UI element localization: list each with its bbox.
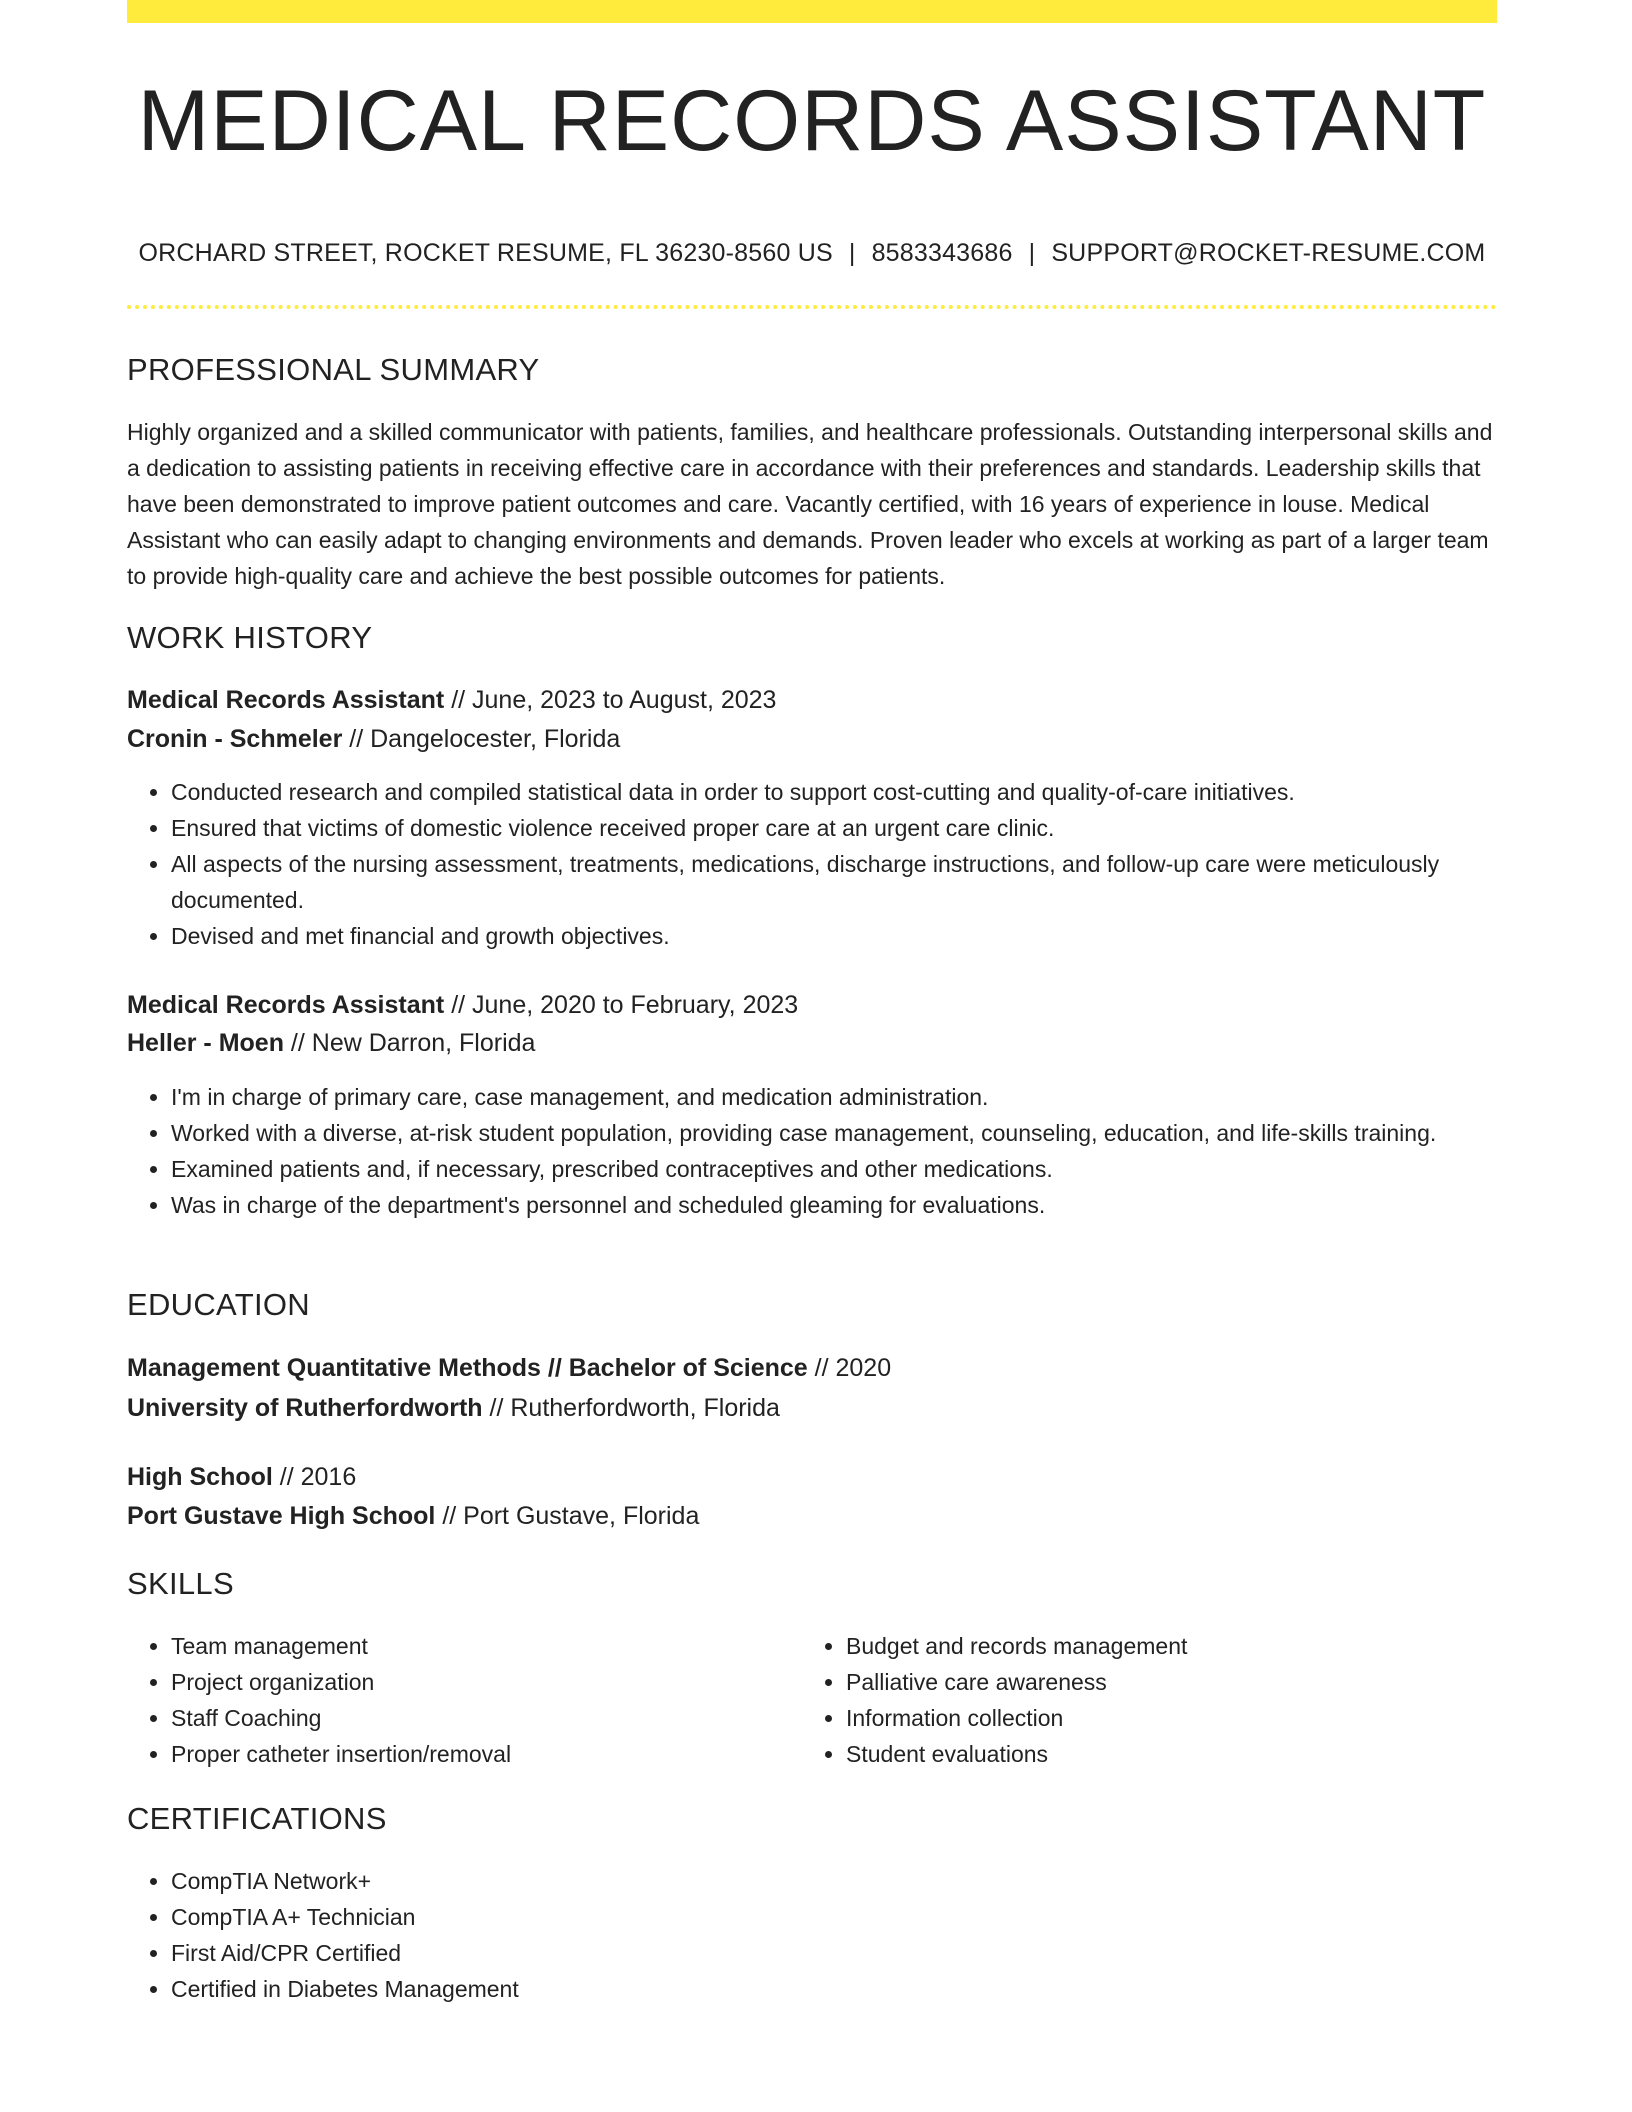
list-item: • Information collection — [846, 1700, 1466, 1736]
list-item: • Proper catheter insertion/removal — [171, 1736, 791, 1772]
job-duties-list — [127, 1079, 1497, 1223]
job-title-line — [127, 991, 798, 1020]
summary-heading: PROFESSIONAL SUMMARY — [127, 352, 540, 387]
job-location: // New Darron, Florida — [283, 1029, 536, 1057]
list-item: • I'm in charge of primary care, case management, and medication administration. — [171, 1079, 1497, 1115]
job-title: Medical Records Assistant — [127, 991, 445, 1019]
degree: High School — [127, 1463, 273, 1491]
education-degree-line — [127, 1463, 356, 1492]
job-dates: // June, 2023 to August, 2023 — [444, 686, 777, 714]
school-location: // Port Gustave, Florida — [435, 1502, 700, 1530]
list-item: • Student evaluations — [846, 1736, 1466, 1772]
degree: Management Quantitative Methods // Bachelor of Science — [127, 1354, 808, 1382]
accent-bar — [127, 0, 1497, 23]
list-item: • Certified in Diabetes Management — [171, 1971, 1497, 2007]
job-dates: // June, 2020 to February, 2023 — [444, 991, 799, 1019]
school-location: // Rutherfordworth, Florida — [482, 1394, 780, 1422]
job-title: Medical Records Assistant — [127, 686, 445, 714]
education-degree-line — [127, 1354, 891, 1383]
phone: 8583343686 — [871, 239, 1013, 267]
resume-title: MEDICAL RECORDS ASSISTANT — [137, 73, 1487, 169]
list-item: • Project organization — [171, 1664, 791, 1700]
education-school-line — [127, 1502, 699, 1531]
email: SUPPORT@ROCKET-RESUME.COM — [1051, 239, 1486, 267]
education-heading: EDUCATION — [127, 1287, 310, 1322]
company-name: Heller - Moen — [127, 1029, 284, 1057]
work-history-heading: WORK HISTORY — [127, 620, 373, 655]
school-name: University of Rutherfordworth — [127, 1394, 483, 1422]
summary-text: Highly organized and a skilled communicator with patients, families, and healthcare professionals. Outstanding interpersonal skills and a dedication to assisting patients in receiving effective care in accordance with their preferences and standards. Leadership skills that have been demonstrated to improve patient outcomes and care. Vacantly certified, with 16 years of experience in louse. Medical Assistant who can easily adapt to changing environments and demands. Proven leader who excels at working as part of a larger team to provide high-quality care and achieve the best possible outcomes for patients. — [127, 419, 1493, 589]
contact-line — [127, 239, 1497, 268]
list-item: • Worked with a diverse, at-risk student population, providing case management, counseling, education, and life-skills training. — [171, 1115, 1497, 1151]
job-company-line — [127, 1029, 535, 1058]
skills-list-right — [802, 1628, 1466, 1772]
list-item: • CompTIA Network+ — [171, 1863, 1497, 1899]
graduation-year: // 2020 — [807, 1354, 892, 1382]
list-item: • All aspects of the nursing assessment, treatments, medications, discharge instructions, and follow-up care were meticulously documented. — [171, 846, 1497, 918]
school-name: Port Gustave High School — [127, 1502, 436, 1530]
list-item: • Conducted research and compiled statistical data in order to support cost-cutting and quality-of-care initiatives. — [171, 774, 1497, 810]
job-location: // Dangelocester, Florida — [342, 725, 621, 753]
certifications-heading: CERTIFICATIONS — [127, 1801, 387, 1836]
job-company-line — [127, 725, 620, 754]
list-item: • Staff Coaching — [171, 1700, 791, 1736]
certifications-list — [127, 1863, 1497, 2007]
dotted-divider — [127, 305, 1497, 309]
skills-list-left — [127, 1628, 791, 1772]
job-title-line — [127, 686, 776, 715]
list-item: • Was in charge of the department's personnel and scheduled gleaming for evaluations. — [171, 1187, 1497, 1223]
list-item: • Team management — [171, 1628, 791, 1664]
skills-heading: SKILLS — [127, 1566, 234, 1601]
list-item: • Devised and met financial and growth objectives. — [171, 918, 1497, 954]
contact-separator: | — [1028, 239, 1036, 267]
list-item: • Budget and records management — [846, 1628, 1466, 1664]
graduation-year: // 2016 — [272, 1463, 357, 1491]
education-school-line — [127, 1394, 780, 1423]
job-duties-list — [127, 774, 1497, 954]
address: ORCHARD STREET, ROCKET RESUME, FL 36230-8560 US — [138, 239, 833, 267]
list-item: • Ensured that victims of domestic violence received proper care at an urgent care clinic. — [171, 810, 1497, 846]
company-name: Cronin - Schmeler — [127, 725, 343, 753]
list-item: • Examined patients and, if necessary, prescribed contraceptives and other medications. — [171, 1151, 1497, 1187]
list-item: • CompTIA A+ Technician — [171, 1899, 1497, 1935]
contact-separator: | — [848, 239, 856, 267]
list-item: • Palliative care awareness — [846, 1664, 1466, 1700]
list-item: • First Aid/CPR Certified — [171, 1935, 1497, 1971]
